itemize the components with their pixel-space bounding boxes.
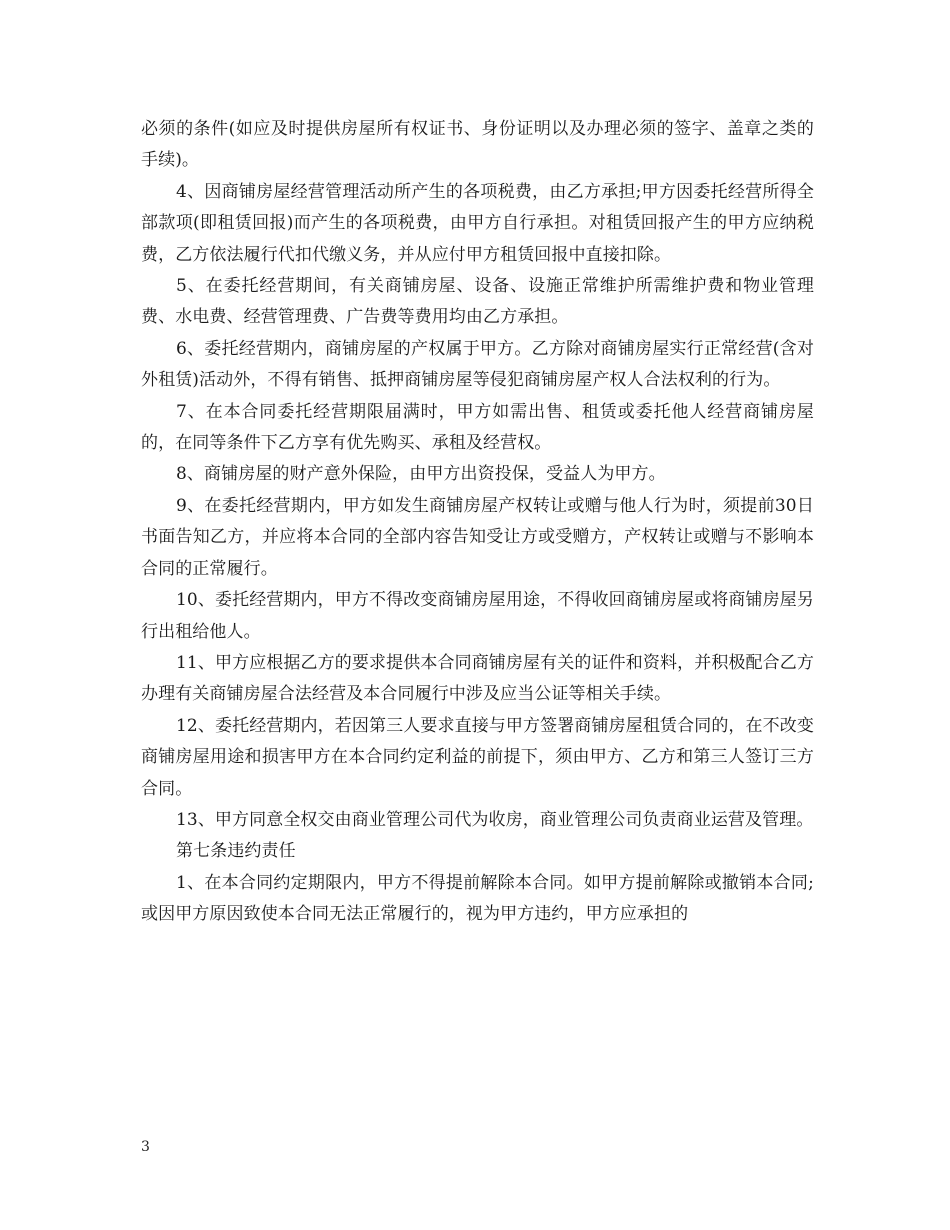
clause-13: 13、甲方同意全权交由商业管理公司代为收房，商业管理公司负责商业运营及管理。 [176,809,814,830]
clause-6: 6、委托经营期内，商铺房屋的产权属于甲方。乙方除对商铺房屋实行正常经营(含对外租赁)活动外，不得有销售、抵押商铺房屋等侵犯商铺房屋产权人合法权利的行为。 [141,338,814,391]
clause-5: 5、在委托经营期间，有关商铺房屋、设备、设施正常维护所需维护费和物业管理费、水电费、经营管理费、广告费等费用均由乙方承担。 [141,276,814,328]
document-body [141,114,814,931]
clause-8: 8、商铺房屋的财产意外保险，由甲方出资投保，受益人为甲方。 [176,464,666,485]
paragraph-continuation: 必须的条件(如应及时提供房屋所有权证书、身份证明以及办理必须的签字、盖章之类的手续)。 [141,119,814,171]
clause-12: 12、委托经营期内，若因第三人要求直接与甲方签署商铺房屋租赁合同的，在不改变商铺房屋用途和损害甲方在本合同约定利益的前提下，须由甲方、乙方和第三人签订三方合同。 [141,715,814,799]
article-7-clause-1: 1、在本合同约定期限内，甲方不得提前解除本合同。如甲方提前解除或撤销本合同;或因甲方原因致使本合同无法正常履行的，视为甲方违约，甲方应承担的 [141,872,814,925]
clause-9: 9、在委托经营期内，甲方如发生商铺房屋产权转让或赠与他人行为时，须提前30日书面告知乙方，并应将本合同的全部内容告知受让方或受赠方，产权转让或赠与不影响本合同的正常履行。 [141,495,814,579]
clause-10: 10、委托经营期内，甲方不得改变商铺房屋用途，不得收回商铺房屋或将商铺房屋另行出租给他人。 [141,590,814,642]
page-number: 3 [141,1139,150,1155]
clause-7: 7、在本合同委托经营期限届满时，甲方如需出售、租赁或委托他人经营商铺房屋的，在同等条件下乙方享有优先购买、承租及经营权。 [141,401,814,454]
section-heading-article-7: 第七条违约责任 [176,841,296,862]
clause-11: 11、甲方应根据乙方的要求提供本合同商铺房屋有关的证件和资料，并积极配合乙方办理有关商铺房屋合法经营及本合同履行中涉及应当公证等相关手续。 [141,652,814,705]
clause-4: 4、因商铺房屋经营管理活动所产生的各项税费，由乙方承担;甲方因委托经营所得全部款项(即租赁回报)而产生的各项税费，由甲方自行承担。对租赁回报产生的甲方应纳税费，乙方依法履行代扣代缴义务，并从应付甲方租赁回报中直接扣除。 [141,181,814,265]
